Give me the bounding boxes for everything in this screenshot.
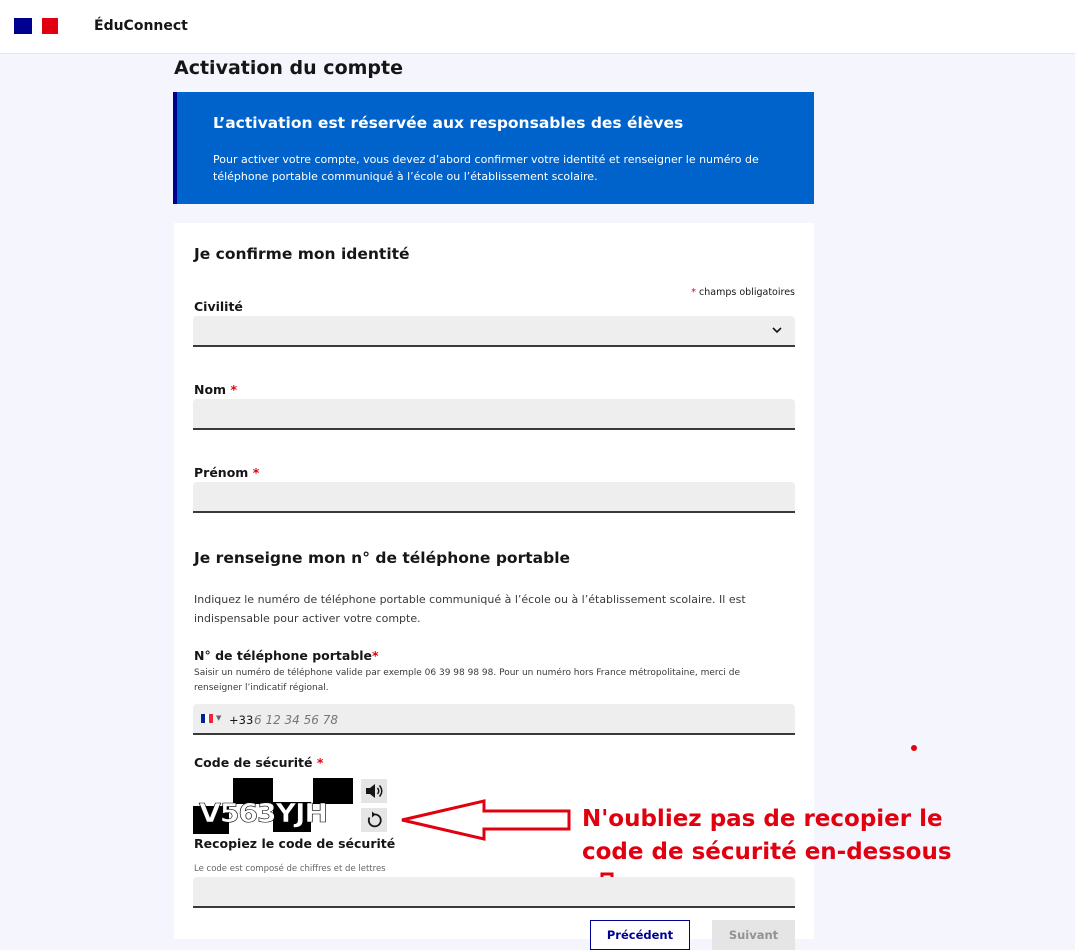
marianne-flag-icon (14, 18, 58, 34)
phone-hint: Saisir un numéro de téléphone valide par exemple 06 39 98 98 98. Pour un numéro hors France métropolitaine, merci de renseigner l’indicatif régional. (194, 668, 740, 693)
annotation-line-1: N'oubliez pas de recopier le (582, 806, 943, 832)
required-star: * (691, 287, 696, 298)
security-code-input[interactable] (193, 877, 795, 908)
country-dropdown-icon[interactable]: ▼ (216, 714, 222, 722)
next-button[interactable]: Suivant (712, 920, 795, 950)
required-note-text: champs obligatoires (699, 287, 795, 298)
phone-input[interactable] (193, 704, 795, 735)
info-heading: L’activation est réservée aux responsables des élèves (213, 114, 684, 132)
security-label-text: Code de sécurité (194, 755, 313, 770)
previous-button[interactable]: Précédent (590, 920, 690, 950)
identity-heading: Je confirme mon identité (194, 245, 410, 263)
annotation-line-2: code de sécurité en-dessous (582, 839, 952, 865)
phone-placeholder: 6 12 34 56 78 (254, 713, 338, 727)
security-input-hint: Le code est composé de chiffres et de lettres (194, 864, 386, 874)
info-text: Pour activer votre compte, vous devez d’abord confirmer votre identité et renseigner le numéro de téléphone portable communiqué à l’école ou l’établissement scolaire. (213, 153, 759, 183)
required-star: * (372, 648, 379, 663)
security-input-label: Recopiez le code de sécurité (194, 836, 396, 851)
nom-label-text: Nom (194, 382, 227, 397)
country-code: +33 (229, 713, 254, 727)
required-star: * (230, 382, 237, 397)
red-dot (911, 745, 917, 751)
page-title: Activation du compte (174, 57, 403, 79)
phone-label (194, 648, 379, 663)
phone-description: Indiquez le numéro de téléphone portable communiqué à l’école ou à l’établissement scolaire. Il est indispensable pour activer votre compte. (194, 593, 746, 625)
phone-label-text: N° de téléphone portable (194, 648, 373, 663)
nom-input[interactable] (193, 399, 795, 430)
callout-arrow (380, 790, 595, 870)
captcha-text: V563YJH (199, 799, 327, 829)
security-label (194, 755, 323, 770)
chevron-down-icon (771, 324, 783, 336)
france-flag-icon[interactable] (201, 714, 213, 723)
prenom-label (194, 465, 259, 480)
prenom-label-text: Prénom (194, 465, 249, 480)
civilite-select[interactable] (193, 316, 795, 347)
captcha-image (193, 778, 353, 834)
nom-label (194, 382, 237, 397)
phone-heading: Je renseigne mon n° de téléphone portable (194, 549, 571, 567)
required-star: * (252, 465, 260, 480)
prenom-input[interactable] (193, 482, 795, 513)
top-header (0, 0, 1075, 54)
brand-name[interactable]: ÉduConnect (94, 18, 188, 34)
info-callout (173, 92, 814, 204)
required-note (691, 287, 795, 298)
annotation-text (582, 803, 952, 869)
civilite-label: Civilité (194, 299, 243, 314)
required-star: * (316, 755, 324, 770)
